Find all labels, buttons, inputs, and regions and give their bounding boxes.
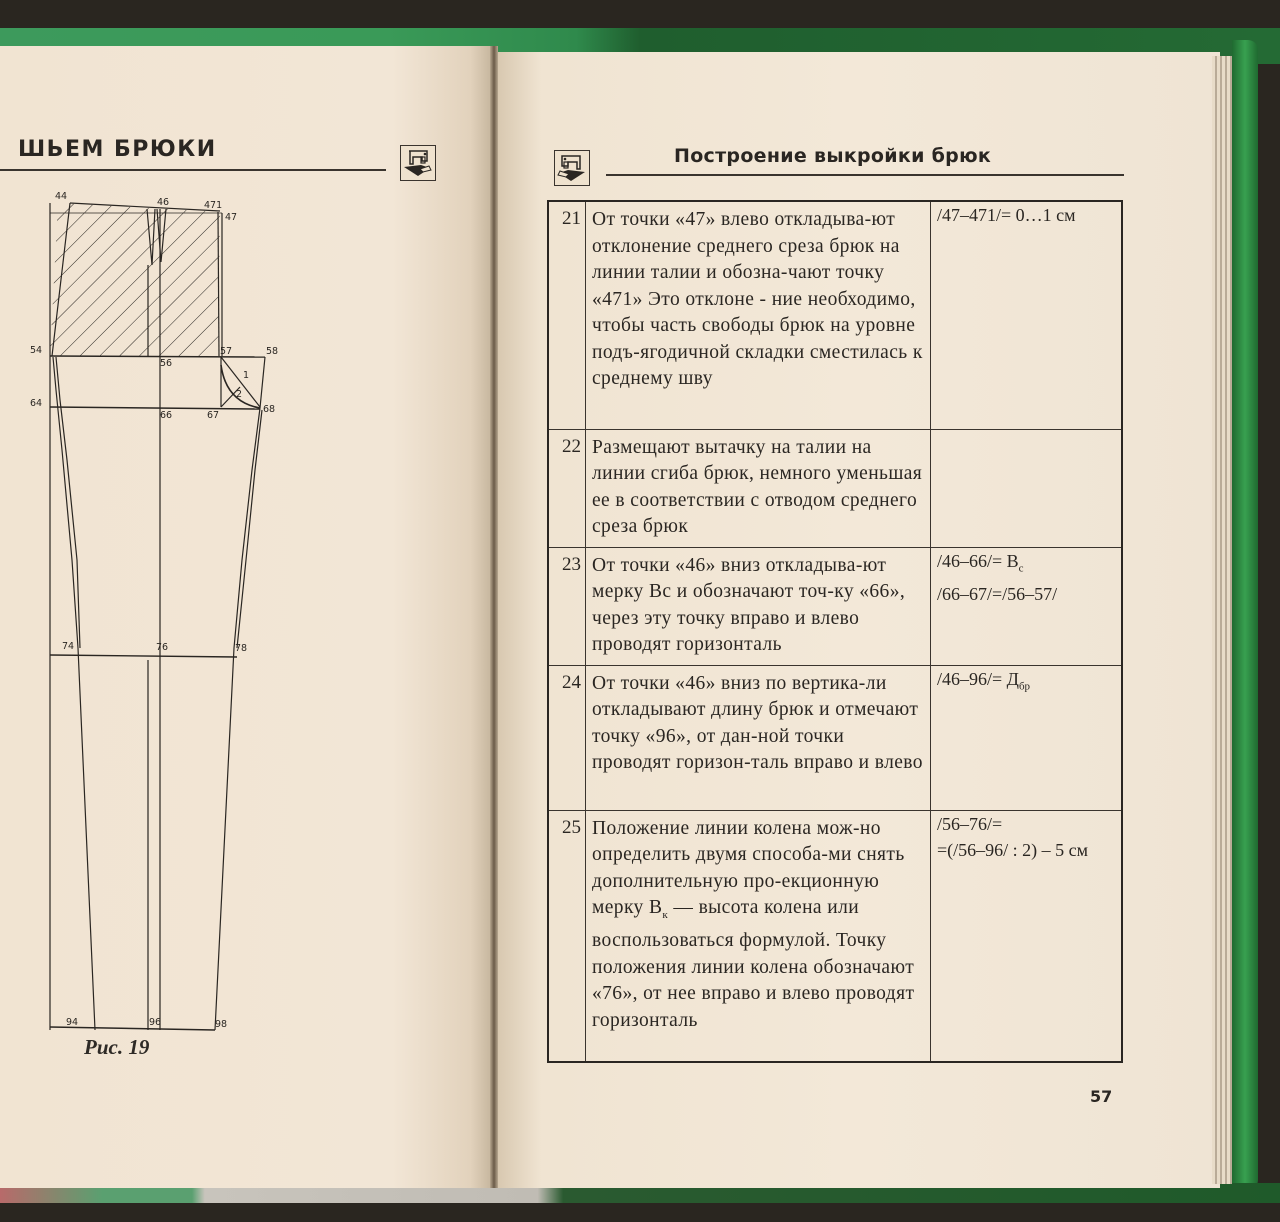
page-number: 57 bbox=[1090, 1087, 1113, 1106]
point-label: 471 bbox=[204, 200, 223, 211]
point-label: 76 bbox=[156, 642, 169, 653]
point-label: 74 bbox=[62, 641, 75, 652]
pattern-steps-table bbox=[547, 200, 1123, 1063]
point-label: 94 bbox=[66, 1017, 79, 1028]
header-rule bbox=[606, 174, 1124, 176]
header-rule bbox=[0, 169, 386, 171]
point-label: 56 bbox=[160, 358, 173, 369]
step-formula bbox=[931, 665, 1123, 810]
step-formula bbox=[931, 810, 1123, 1062]
formula-line: /66–67/=/56–57/ bbox=[937, 584, 1058, 605]
point-label: 67 bbox=[207, 410, 220, 421]
step-number: 22 bbox=[548, 429, 586, 547]
point-label: 68 bbox=[263, 404, 276, 415]
step-number: 21 bbox=[548, 201, 586, 429]
formula-line: /56–76/= bbox=[937, 813, 1003, 834]
book-cover-right-edge bbox=[1232, 40, 1258, 1190]
point-label: 1 bbox=[243, 370, 250, 381]
step-description: Положение линии колена мож-но определить двумя способа-ми снять дополнительную про-екционную мерку $В_к$ — высота колена или воспользоваться формулой. Точку положения линии колена обозначают «76», от нее вправо и влево проводят горизонталь bbox=[586, 810, 931, 1062]
step-formula bbox=[931, 547, 1123, 665]
table-row bbox=[548, 810, 1122, 1062]
trouser-pattern-diagram bbox=[0, 185, 300, 1035]
point-label: 58 bbox=[266, 346, 279, 357]
table-row bbox=[548, 665, 1122, 810]
step-description: От точки «47» влево откладыва-ют отклонение среднего среза брюк на линии талии и обозна-чают точку «471» Это отклоне - ние необходимо, чтобы часть свободы брюк на уровне подъ-ягодичной складки сместилась к среднему шву bbox=[586, 201, 931, 429]
point-label: 54 bbox=[30, 345, 43, 356]
point-label: 57 bbox=[220, 346, 233, 357]
point-label: 64 bbox=[30, 398, 43, 409]
formula-line: $/46-66/= В_с$ bbox=[937, 550, 1024, 575]
book-gutter bbox=[490, 46, 498, 1188]
page-edges bbox=[1212, 56, 1232, 1184]
table-row bbox=[548, 429, 1122, 547]
point-label: 47 bbox=[225, 212, 238, 223]
point-label: 44 bbox=[55, 191, 68, 202]
step-description: От точки «46» вниз по вертика-ли откладывают длину брюк и отмечают точку «96», от дан-ной точки проводят горизон-таль вправо и влево bbox=[586, 665, 931, 810]
formula-line: $/46-96/= Д_{бр}$ bbox=[937, 668, 1031, 693]
step-number: 24 bbox=[548, 665, 586, 810]
step-number: 23 bbox=[548, 547, 586, 665]
step-description: Размещают вытачку на талии на линии сгиба брюк, немного уменьшая ее в соответствии с отводом среднего среза брюк bbox=[586, 429, 931, 547]
sewing-machine-icon bbox=[554, 150, 590, 186]
hatched-region bbox=[40, 195, 240, 360]
table-row bbox=[548, 201, 1122, 429]
step-description: От точки «46» вниз откладыва-ют мерку Вс и обозначают точ-ку «66», через эту точку вправо и влево проводят горизонталь bbox=[586, 547, 931, 665]
formula-line: =(/56–96/ : 2) – 5 см bbox=[937, 839, 1089, 860]
left-running-head: ШЬЕМ БРЮКИ bbox=[18, 137, 217, 162]
sewing-machine-icon bbox=[400, 145, 436, 181]
figure-caption: Рис. 19 bbox=[84, 1035, 150, 1059]
point-label: 2 bbox=[236, 389, 243, 400]
point-label: 78 bbox=[235, 643, 248, 654]
point-label: 46 bbox=[157, 197, 170, 208]
step-formula bbox=[931, 201, 1123, 429]
point-label: 96 bbox=[149, 1017, 162, 1028]
step-formula bbox=[931, 429, 1123, 547]
table-row bbox=[548, 547, 1122, 665]
formula-line: /47–471/= 0…1 см bbox=[937, 205, 1076, 225]
step-number: 25 bbox=[548, 810, 586, 1062]
right-running-head: Построение выкройки брюк bbox=[674, 145, 992, 167]
point-label: 66 bbox=[160, 410, 173, 421]
point-label: 98 bbox=[215, 1019, 228, 1030]
